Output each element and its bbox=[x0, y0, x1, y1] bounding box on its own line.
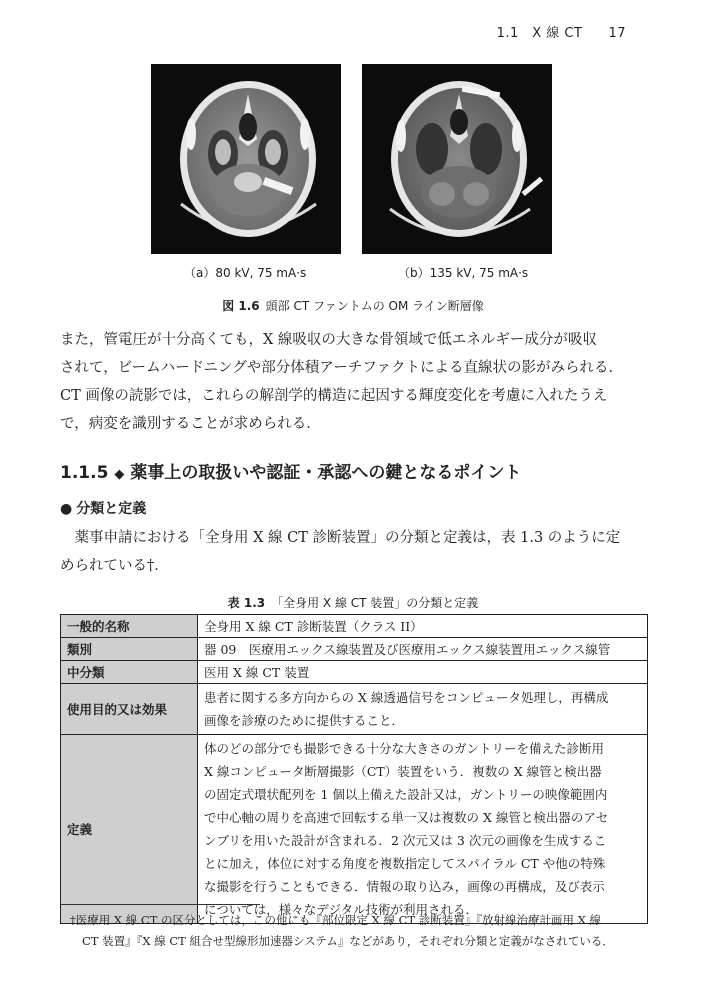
table-row bbox=[61, 615, 648, 638]
cell-line: 画像を診療のために提供すること． bbox=[204, 713, 405, 728]
body-paragraph bbox=[60, 524, 650, 580]
body-paragraph bbox=[60, 326, 650, 438]
table-row bbox=[61, 735, 648, 924]
row-header: 一般的名称 bbox=[61, 615, 198, 638]
paragraph-line: また，管電圧が十分高くても，X 線吸収の大きな骨領域で低エネルギー成分が吸収 bbox=[60, 332, 597, 348]
diamond-icon: ◆ bbox=[114, 467, 125, 482]
row-header: 中分類 bbox=[61, 661, 198, 684]
cell-line: ンブリを用いた設計が含まれる．2 次元又は 3 次元の画像を生成するこ bbox=[204, 833, 607, 848]
running-header bbox=[497, 22, 626, 41]
section-heading bbox=[60, 458, 521, 483]
paragraph-line: CT 画像の読影では，これらの解剖学的構造に起因する輝度変化を考慮に入れたうえ bbox=[60, 388, 608, 404]
cell-line: 患者に関する多方向からの X 線透過信号をコンピュータ処理し，再構成 bbox=[204, 690, 609, 705]
paragraph-line: で，病変を識別することが求められる． bbox=[60, 416, 321, 432]
figure-caption bbox=[0, 297, 706, 314]
footnote-line: †医療用 X 線 CT の区分としては，この他にも『部位限定 X 線 CT 診断装置』『放射線治療計画用 X 線 bbox=[70, 913, 602, 927]
paragraph-line: められている†． bbox=[60, 558, 169, 574]
footnote bbox=[70, 910, 650, 952]
page-number: 17 bbox=[608, 26, 626, 41]
row-value: 医用 X 線 CT 装置 bbox=[198, 661, 648, 684]
row-header: 定義 bbox=[61, 735, 198, 924]
table-caption bbox=[0, 594, 706, 611]
image-caption-a: （a）80 kV, 75 mA·s bbox=[184, 266, 307, 280]
paragraph-line: 薬事申請における「全身用 X 線 CT 診断装置」の分類と定義は，表 1.3 のように定 bbox=[60, 530, 621, 546]
ct-image-135kv bbox=[362, 64, 552, 254]
figure-label: 図 1.6 bbox=[222, 299, 260, 313]
section-number: 1.1.5 bbox=[60, 463, 109, 483]
table-title: 「全身用 X 線 CT 装置」の分類と定義 bbox=[271, 596, 479, 610]
section-title: 薬事上の取扱いや認証・承認への鍵となるポイント bbox=[130, 463, 522, 483]
subsection-title: 分類と定義 bbox=[76, 501, 147, 517]
cell-line: とに加え，体位に対する角度を複数指定してスパイラル CT や他の特殊 bbox=[204, 856, 606, 871]
header-section: 1.1 X 線 CT bbox=[496, 26, 583, 41]
table-row bbox=[61, 684, 648, 735]
bullet-icon: ● bbox=[60, 501, 73, 517]
row-header: 類別 bbox=[61, 638, 198, 661]
row-value bbox=[198, 684, 648, 735]
table-row bbox=[61, 661, 648, 684]
cell-line: で中心軸の周りを高速で回転する単一又は複数の X 線管と検出器のアセ bbox=[204, 810, 609, 825]
definition-table bbox=[60, 614, 648, 924]
row-value: 器 09 医療用エックス線装置及び医療用エックス線装置用エックス線管 bbox=[198, 638, 648, 661]
footnote-line: CT 装置』『X 線 CT 組合せ型線形加速器システム』などがあり，それぞれ分類と定義がなされている． bbox=[82, 934, 614, 948]
row-value bbox=[198, 735, 648, 924]
row-value: 全身用 X 線 CT 診断装置（クラス II） bbox=[198, 615, 648, 638]
table-row bbox=[61, 638, 648, 661]
cell-line: な撮影を行うこともできる．情報の取り込み，画像の再構成，及び表示 bbox=[204, 879, 605, 894]
row-header: 使用目的又は効果 bbox=[61, 684, 198, 735]
cell-line: については，様々なデジタル技術が利用される． bbox=[204, 902, 479, 917]
figure-title: 頭部 CT ファントムの OM ライン断層像 bbox=[265, 299, 484, 313]
image-caption-b: （b）135 kV, 75 mA·s bbox=[398, 266, 529, 280]
cell-line: の固定式環状配列を 1 個以上備えた設計又は，ガントリーの映像範囲内 bbox=[204, 787, 608, 802]
subsection-heading bbox=[60, 498, 146, 518]
cell-line: X 線コンピュータ断層撮影（CT）装置をいう．複数の X 線管と検出器 bbox=[204, 764, 602, 779]
ct-image-80kv bbox=[151, 64, 341, 254]
table-label: 表 1.3 bbox=[227, 596, 266, 610]
footnote-rule bbox=[60, 904, 260, 905]
cell-line: 体のどの部分でも撮影できる十分な大きさのガントリーを備えた診断用 bbox=[204, 741, 605, 756]
paragraph-line: されて，ビームハードニングや部分体積アーチファクトによる直線状の影がみられる． bbox=[60, 360, 624, 376]
